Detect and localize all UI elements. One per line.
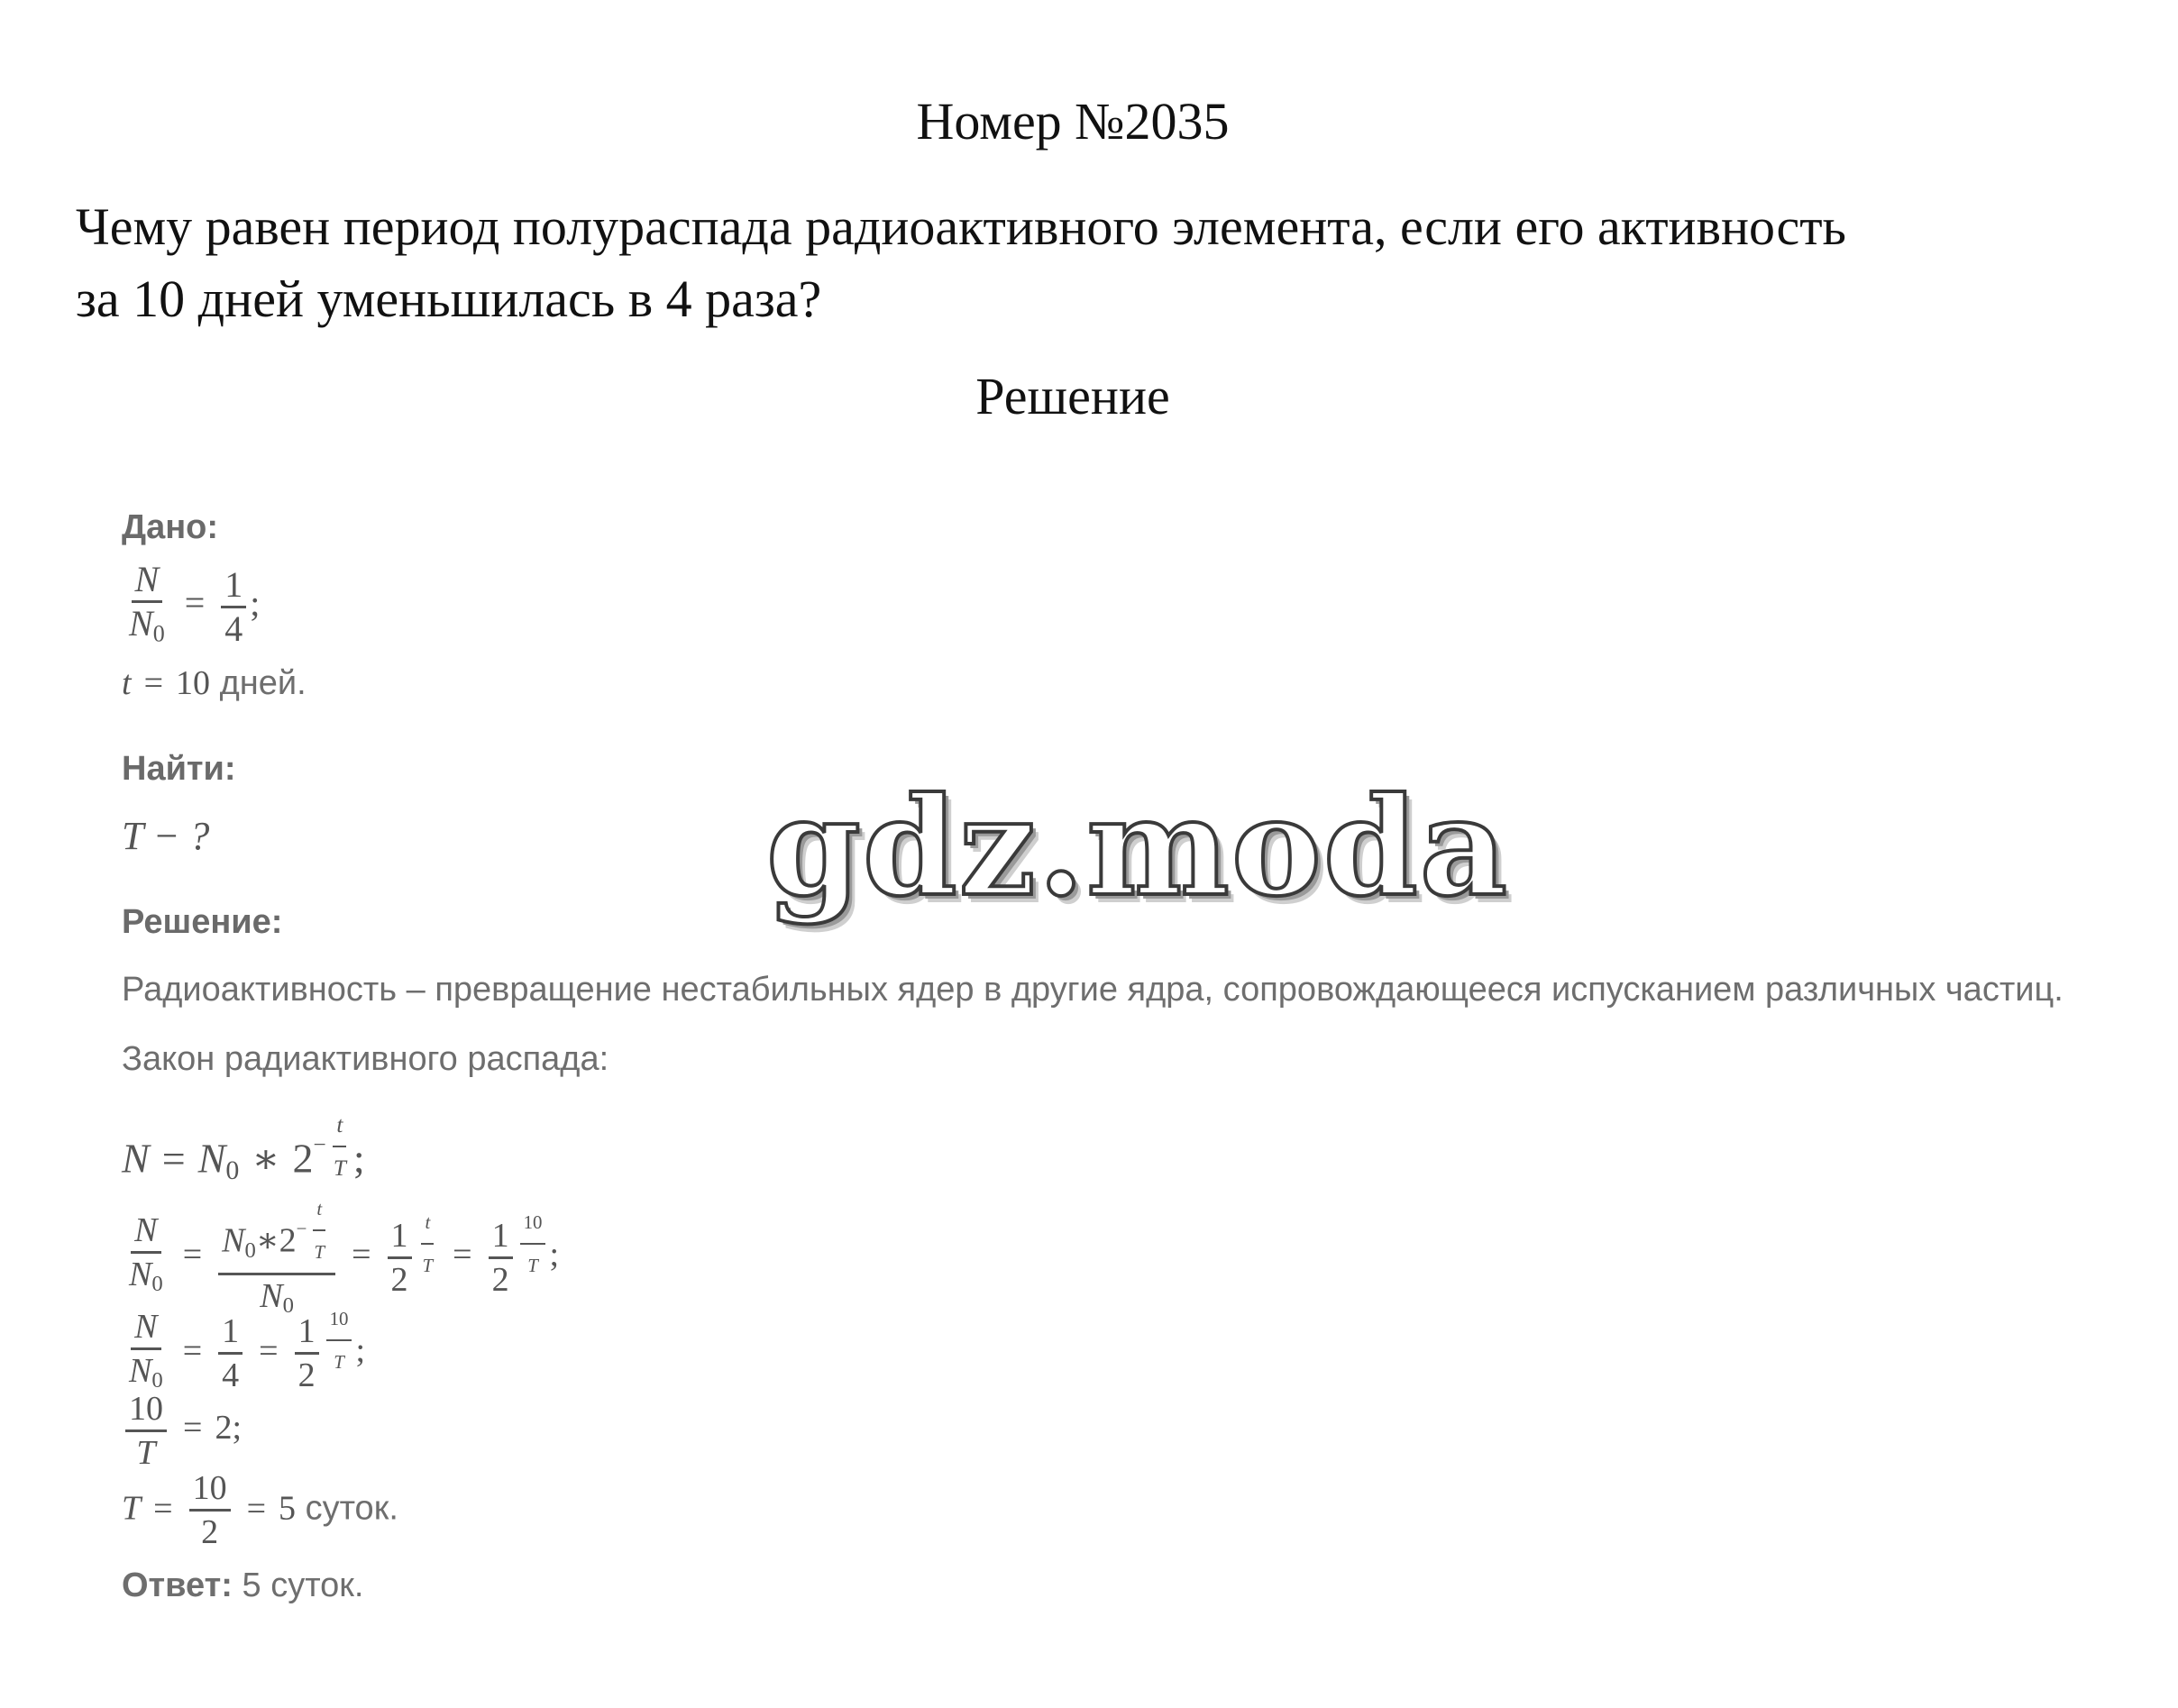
decay-law-label: Закон радиактивного распада:: [122, 1040, 609, 1078]
given-label: Дано:: [122, 508, 219, 546]
answer-label: Ответ:: [122, 1566, 233, 1604]
page-title: Номер №2035: [916, 92, 1230, 151]
derivation-step-4: T = $\frac{10}{2}$ = 5 суток.: [122, 1469, 398, 1551]
question-text: [76, 191, 2104, 335]
given-time: t = 10 дней.: [122, 664, 307, 702]
question-line-1: Чему равен период полураспада радиоактивного элемента, если его активность: [76, 197, 1846, 256]
section-title: Решение: [975, 367, 1170, 425]
derivation-step-1: $\frac{N}{N0}$ = $N0∗2^{- \frac{t}{T}}$ N0 = $\frac{1}{2}$ $^{\frac{t}{T}}$ = $\frac{1}{2}$ $^{\frac{10}{T}}$ ;: [122, 1188, 559, 1327]
derivation-step-3: $\frac{10}{T}$ = 2;: [122, 1388, 242, 1474]
answer-value: 5 суток.: [242, 1566, 364, 1604]
given-ratio: $\frac{N}{N0}$ = $\frac{1}{4}$ ;: [122, 559, 260, 655]
ratio-fraction: $\frac{N}{N0}$: [129, 559, 165, 647]
derivation-step-2: $\frac{N}{N0}$ = $\frac{1}{4}$ = $\frac{1}{2}$ $^{\frac{10}{T}}$ ;: [122, 1298, 365, 1402]
find-label: Найти:: [122, 750, 236, 788]
question-line-2: за 10 дней уменьшилась в 4 раза?: [76, 269, 822, 328]
watermark-logo: gdz.moda: [766, 768, 1510, 927]
answer-line: [122, 1565, 364, 1606]
quarter-fraction: $\frac{1}{4}$: [221, 564, 246, 650]
find-expression: T − ?: [122, 814, 210, 858]
decay-law-formula: N = N0 ∗ $2^{- \frac{t}{T}}$ ;: [122, 1104, 365, 1192]
radioactivity-definition: Радиоактивность – превращение нестабильных ядер в другие ядра, сопровождающееся испусканием различных частиц.: [122, 971, 2064, 1009]
solution-label: Решение:: [122, 903, 283, 941]
